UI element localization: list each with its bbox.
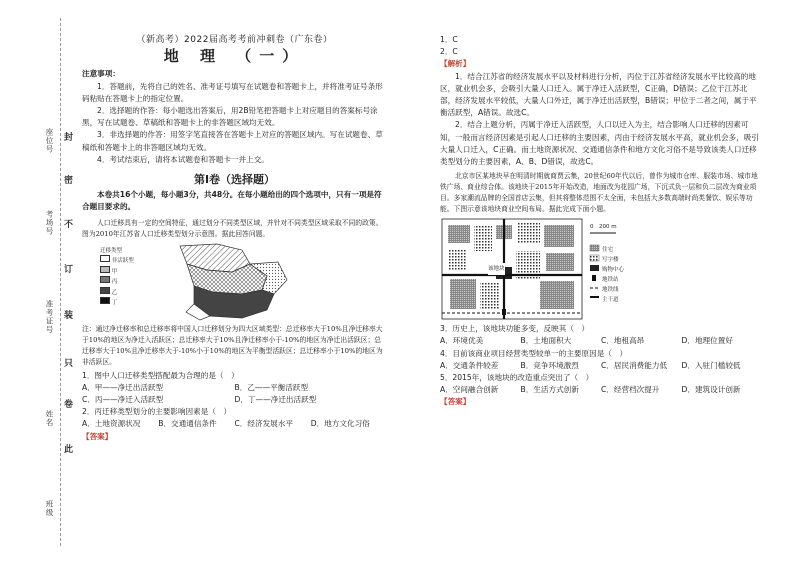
legend-label: 写字楼 [602,257,619,264]
block-residential [448,225,470,243]
passage-1: 人口迁移具有一定的空间特征，通过划分不同类型区域，并针对不同类型区域采取不同的政策。图为2010年江苏省人口迁移类型划分示意图。据此回答问题。 [82,218,383,238]
binding-char: 不 [64,220,74,230]
q2-option-c[interactable]: C．经济发展水平 [234,419,293,429]
seat-number-label: 座位号 [45,128,54,154]
binding-char: 密 [64,176,74,186]
notice-title: 注意事项： [82,69,120,79]
notice-item: 3．非选择题的作答：用签字笔直接答在答题卡上对应的答题区域内。写在试题卷、草稿纸和答题卡上的非答题区域均无效。 [82,130,383,152]
legend-label: 购物中心 [602,267,625,274]
metro-station [502,309,506,315]
class-label: 班级 [45,500,54,517]
binding-char: 此 [64,445,74,455]
binding-char: 装 [64,311,74,321]
section-instruction: 本卷共16个小题，每小题3分，共48分。在每小题给出的四个选项中，只有一项是符合题目要求的。 [82,190,382,212]
legend-label: 主干道 [602,297,619,304]
exam-title: 地 理 （一） [163,47,306,66]
exam-room-label: 考场号 [45,210,54,236]
q4-option-c[interactable]: C．居民消费能力低 [601,360,668,370]
q1-option-b[interactable]: B．乙——平衡活跃型 [234,382,309,392]
answer-2: 2．C [440,47,458,57]
q5-options [440,384,762,396]
block-office [474,225,492,251]
q4-option-b[interactable]: B．竞争环境激烈 [520,360,579,370]
scale-label: 0 200 m [590,224,617,231]
right-column [440,34,762,409]
q2-options [82,418,387,430]
q3-option-c[interactable]: C．地租高昂 [601,336,645,346]
block-residential [450,279,476,309]
q3-option-a[interactable]: A．环境优美 [440,336,484,346]
block-residential [544,225,574,247]
question-5: 5．2015年，该地块的改造重点突出了（ ） [440,373,594,383]
q1-option-d[interactable]: D．丁——净迁出活跃型 [234,395,317,405]
q5-option-d[interactable]: D．建筑设计创新 [681,385,741,395]
legend-label: 地铁线 [602,287,619,294]
beijing-block-map [440,217,762,321]
q3-options [440,335,762,347]
answer-label-right: 【答案】 [440,397,471,407]
analysis-label: 【解析】 [440,59,471,69]
q3-option-b[interactable]: B．土地面积大 [520,336,572,346]
notice-item: 1．答题前，先将自己的姓名、准考证号填写在试题卷和答题卡上，并将准考证号条形码粘贴在答题卡上的指定位置。 [82,81,383,103]
analysis-2: 2．结合上题分析，丙属于净迁入活跃型，人口以迁入为主，结合影响人口迁移的因素可知，一般而言经济因素是引起人口迁移的主要因素，丙由于经济发展水平高，就业机会多，吸引大量人口迁入，C正确。而土地资源状况、交通通信条件和地方文化习俗不是导致该类人口迁移类型划分的主要因素，A、B、D错误，故选C。 [440,120,759,167]
analysis-1: 1．结合江苏省的经济发展水平以及材料进行分析，丙位于江苏省经济发展水平比较高的地区，就业机会多，会吸引大量人口迁入。属于净迁入活跃型，C正确，D错误；乙位于江苏北部，经济发展水平较低，大量人口外迁，属于净迁出活跃型，B错误；甲位于二者之间，属于平衡活跃型，A错误。故选C。 [440,71,757,118]
legend-title: 迁移类型 [100,247,123,254]
answer-label-left: 【答案】 [82,431,113,441]
legend-label: 地铁站 [602,277,619,284]
legend-swatch-station [592,275,596,281]
legend-item: 丁 [100,297,134,308]
block-residential [540,281,574,309]
section-title: 第Ⅰ卷（选择题） [193,173,276,187]
legend-item: 乙 [100,287,134,298]
q2-option-a[interactable]: A．土地资源状况 [82,419,141,429]
legend-item: 非活跃型 [100,255,134,266]
q3-option-d[interactable]: D．地理位置好 [681,336,733,346]
q1-options-row2 [82,394,387,406]
notice-item: 2．选择题的作答：每小题选出答案后，用2B铅笔把答题卡上对应题目的答案标号涂黑，写在试题卷、草稿纸和答题卡上的非答题区域均无效。 [82,106,378,128]
q1-option-c[interactable]: C．丙——净迁入活跃型 [82,395,164,405]
question-4: 4．目前该商业项目经营类型较单一的主要原因是（ ） [440,348,628,358]
jiangsu-migration-map [82,242,387,322]
exam-header: （新高考）2022届高考考前冲刺卷（广东卷） [136,35,333,45]
q1-option-a[interactable]: A．甲——净迁出活跃型 [82,382,164,392]
ticket-number-label: 准考证号 [45,300,54,334]
binding-char: 卷 [64,400,74,410]
legend-swatch-mall [590,265,599,271]
q2-option-b[interactable]: B．交通通信条件 [158,419,217,429]
passage-2: 北京市区某地块早在明清时期就商贾云集，20世纪60年代以后，曾作为城市仓库、服装市场、城市地铁广场、商业综合体。该地块于2015年开始改造，地面改为花园广场，下沉式负一层和负二层改为商业项目。多家潮流品牌的全国首店云集，但其将整体范围不太全面，未包括大多数高端时尚类餐饮、娱乐等功能。下图示意该地块商业空间布局。据此完成下面小题。 [440,172,758,214]
binding-strip [0,0,74,562]
binding-char: 封 [64,133,74,143]
binding-char: 只 [64,359,74,369]
map-legend [100,248,134,308]
legend-item: 甲 [100,266,134,277]
legend-swatch-office [590,255,599,261]
block-office [518,223,540,243]
block-office [480,283,500,309]
q2-option-d[interactable]: D．地方文化习俗 [310,419,370,429]
q4-option-d[interactable]: D．入驻门槛较低 [681,360,741,370]
block-residential [546,253,574,271]
legend-swatch-residential [590,245,599,251]
block-office [448,249,466,271]
q1-options-row1 [82,382,387,394]
q5-option-c[interactable]: C．经营档次提升 [601,385,660,395]
name-label: 姓名 [45,410,54,427]
q5-option-a[interactable]: A．空间融合创新 [440,385,499,395]
notice-item: 4．考试结束后，请将本试题卷和答题卡一并上交。 [97,154,269,164]
answer-1: 1．C [440,35,458,44]
binding-dashed-line [60,18,61,546]
migration-note: 注：通过净迁移率和总迁移率将中国人口迁移划分为四大区域类型：总迁移率大于10%且净迁移率大于10%的地区为净迁入活跃区；总迁移率大于10%且净迁移率小于-10%的地区为净迁出活跃区；总迁移率大于10%且净迁移率大于-10%小于10%的地区为平衡型活跃区；总迁移率小于10%的地区为非活跃区。 [82,324,383,366]
question-1: 1．图中人口迁移类型搭配最为合理的是（ ） [82,370,239,380]
question-2: 2．丙迁移类型划分的主要影响因素是（ ） [82,407,232,417]
legend-label: 住宅 [602,247,614,254]
q4-option-a[interactable]: A．交通条件较差 [440,360,499,370]
target-block-label: 该地块 [488,263,505,275]
q4-options [440,360,762,372]
left-column [82,34,387,443]
q5-option-b[interactable]: B．生活方式创新 [520,385,579,395]
legend-item: 丙 [100,276,134,287]
question-3: 3．历史上，该地块功能多变，反映其（ ） [440,324,590,334]
binding-char: 订 [64,265,74,275]
